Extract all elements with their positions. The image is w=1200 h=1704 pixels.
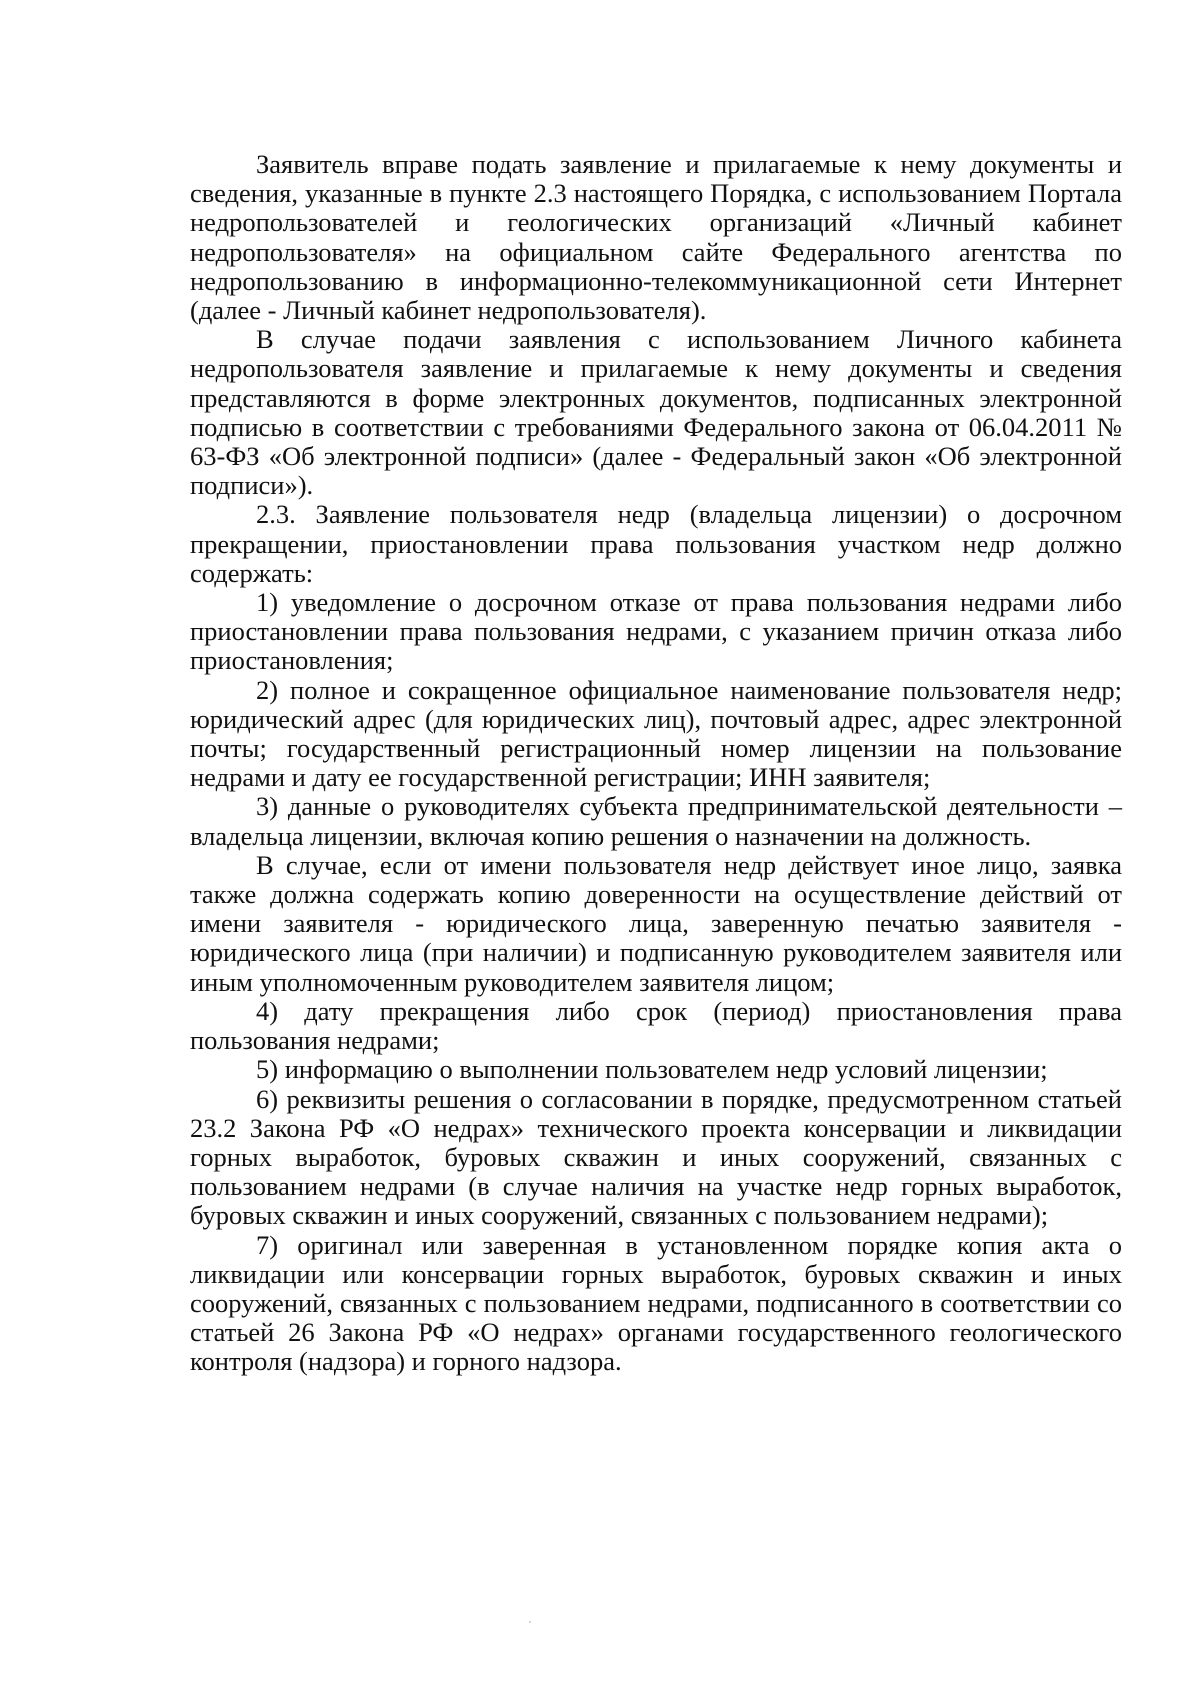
list-item-4: 4) дату прекращения либо срок (период) приостановления права пользования недрами; [190, 995, 1122, 1056]
list-item-7: 7) оригинал или заверенная в установленном порядке копия акта о ликвидации или консервации горных выработок, буровых скважин и иных сооружений, связанных с пользованием недрами, подписанного в соответствии со статьей 26 Закона РФ «О недрах» органами государственного геологического контроля (надзора) и горного надзора. [190, 1229, 1122, 1377]
scan-speck [529, 1621, 531, 1623]
paragraph-section-2-3: 2.3. Заявление пользователя недр (владельца лицензии) о досрочном прекращении, приостановлении права пользования участком недр должно содержать: [190, 499, 1122, 588]
paragraph-electronic-signature: В случае подачи заявления с использованием Личного кабинета недропользователя заявление и прилагаемые к нему документы и сведения представляются в форме электронных документов, подписанных электронной подписью в соответствии с требованиями Федерального закона от 06.04.2011 № 63-ФЗ «Об электронной подписи» (далее - Федеральный закон «Об электронной подписи»). [190, 324, 1122, 501]
paragraph-representative: В случае, если от имени пользователя недр действует иное лицо, заявка также должна содержать копию доверенности на осуществление действий от имени заявителя - юридического лица, заверенную печатью заявителя - юридического лица (при наличии) и подписанную руководителем заявителя или иным уполномоченным руководителем заявителя лицом; [190, 849, 1122, 997]
list-item-1: 1) уведомление о досрочном отказе от права пользования недрами либо приостановлении права пользования недрами, с указанием причин отказа либо приостановления; [190, 587, 1122, 676]
list-item-6: 6) реквизиты решения о согласовании в порядке, предусмотренном статьей 23.2 Закона РФ «О недрах» технического проекта консервации и ликвидации горных выработок, буровых скважин и иных сооружений, связанных с пользованием недрами (в случае наличия на участке недр горных выработок, буровых скважин и иных сооружений, связанных с пользованием недрами); [190, 1083, 1122, 1231]
paragraph-lk-submission: Заявитель вправе подать заявление и прилагаемые к нему документы и сведения, указанные в пункте 2.3 настоящего Порядка, с использованием Портала недропользователей и геологических организаций «Личный кабинет недропользователя» на официальном сайте Федерального агентства по недропользованию в информационно-телекоммуникационной сети Интернет (далее - Личный кабинет недропользователя). [190, 149, 1122, 326]
list-item-3: 3) данные о руководителях субъекта предпринимательской деятельности – владельца лицензии, включая копию решения о назначении на должность. [190, 791, 1122, 851]
list-item-2: 2) полное и сокращенное официальное наименование пользователя недр; юридический адрес (для юридических лиц), почтовый адрес, адрес электронной почты; государственный регистрационный номер лицензии на пользование недрами и дату ее государственной регистрации; ИНН заявителя; [190, 674, 1122, 793]
document-body [190, 150, 1122, 1377]
list-item-5: 5) информацию о выполнении пользователем недр условий лицензии; [256, 1054, 1048, 1085]
